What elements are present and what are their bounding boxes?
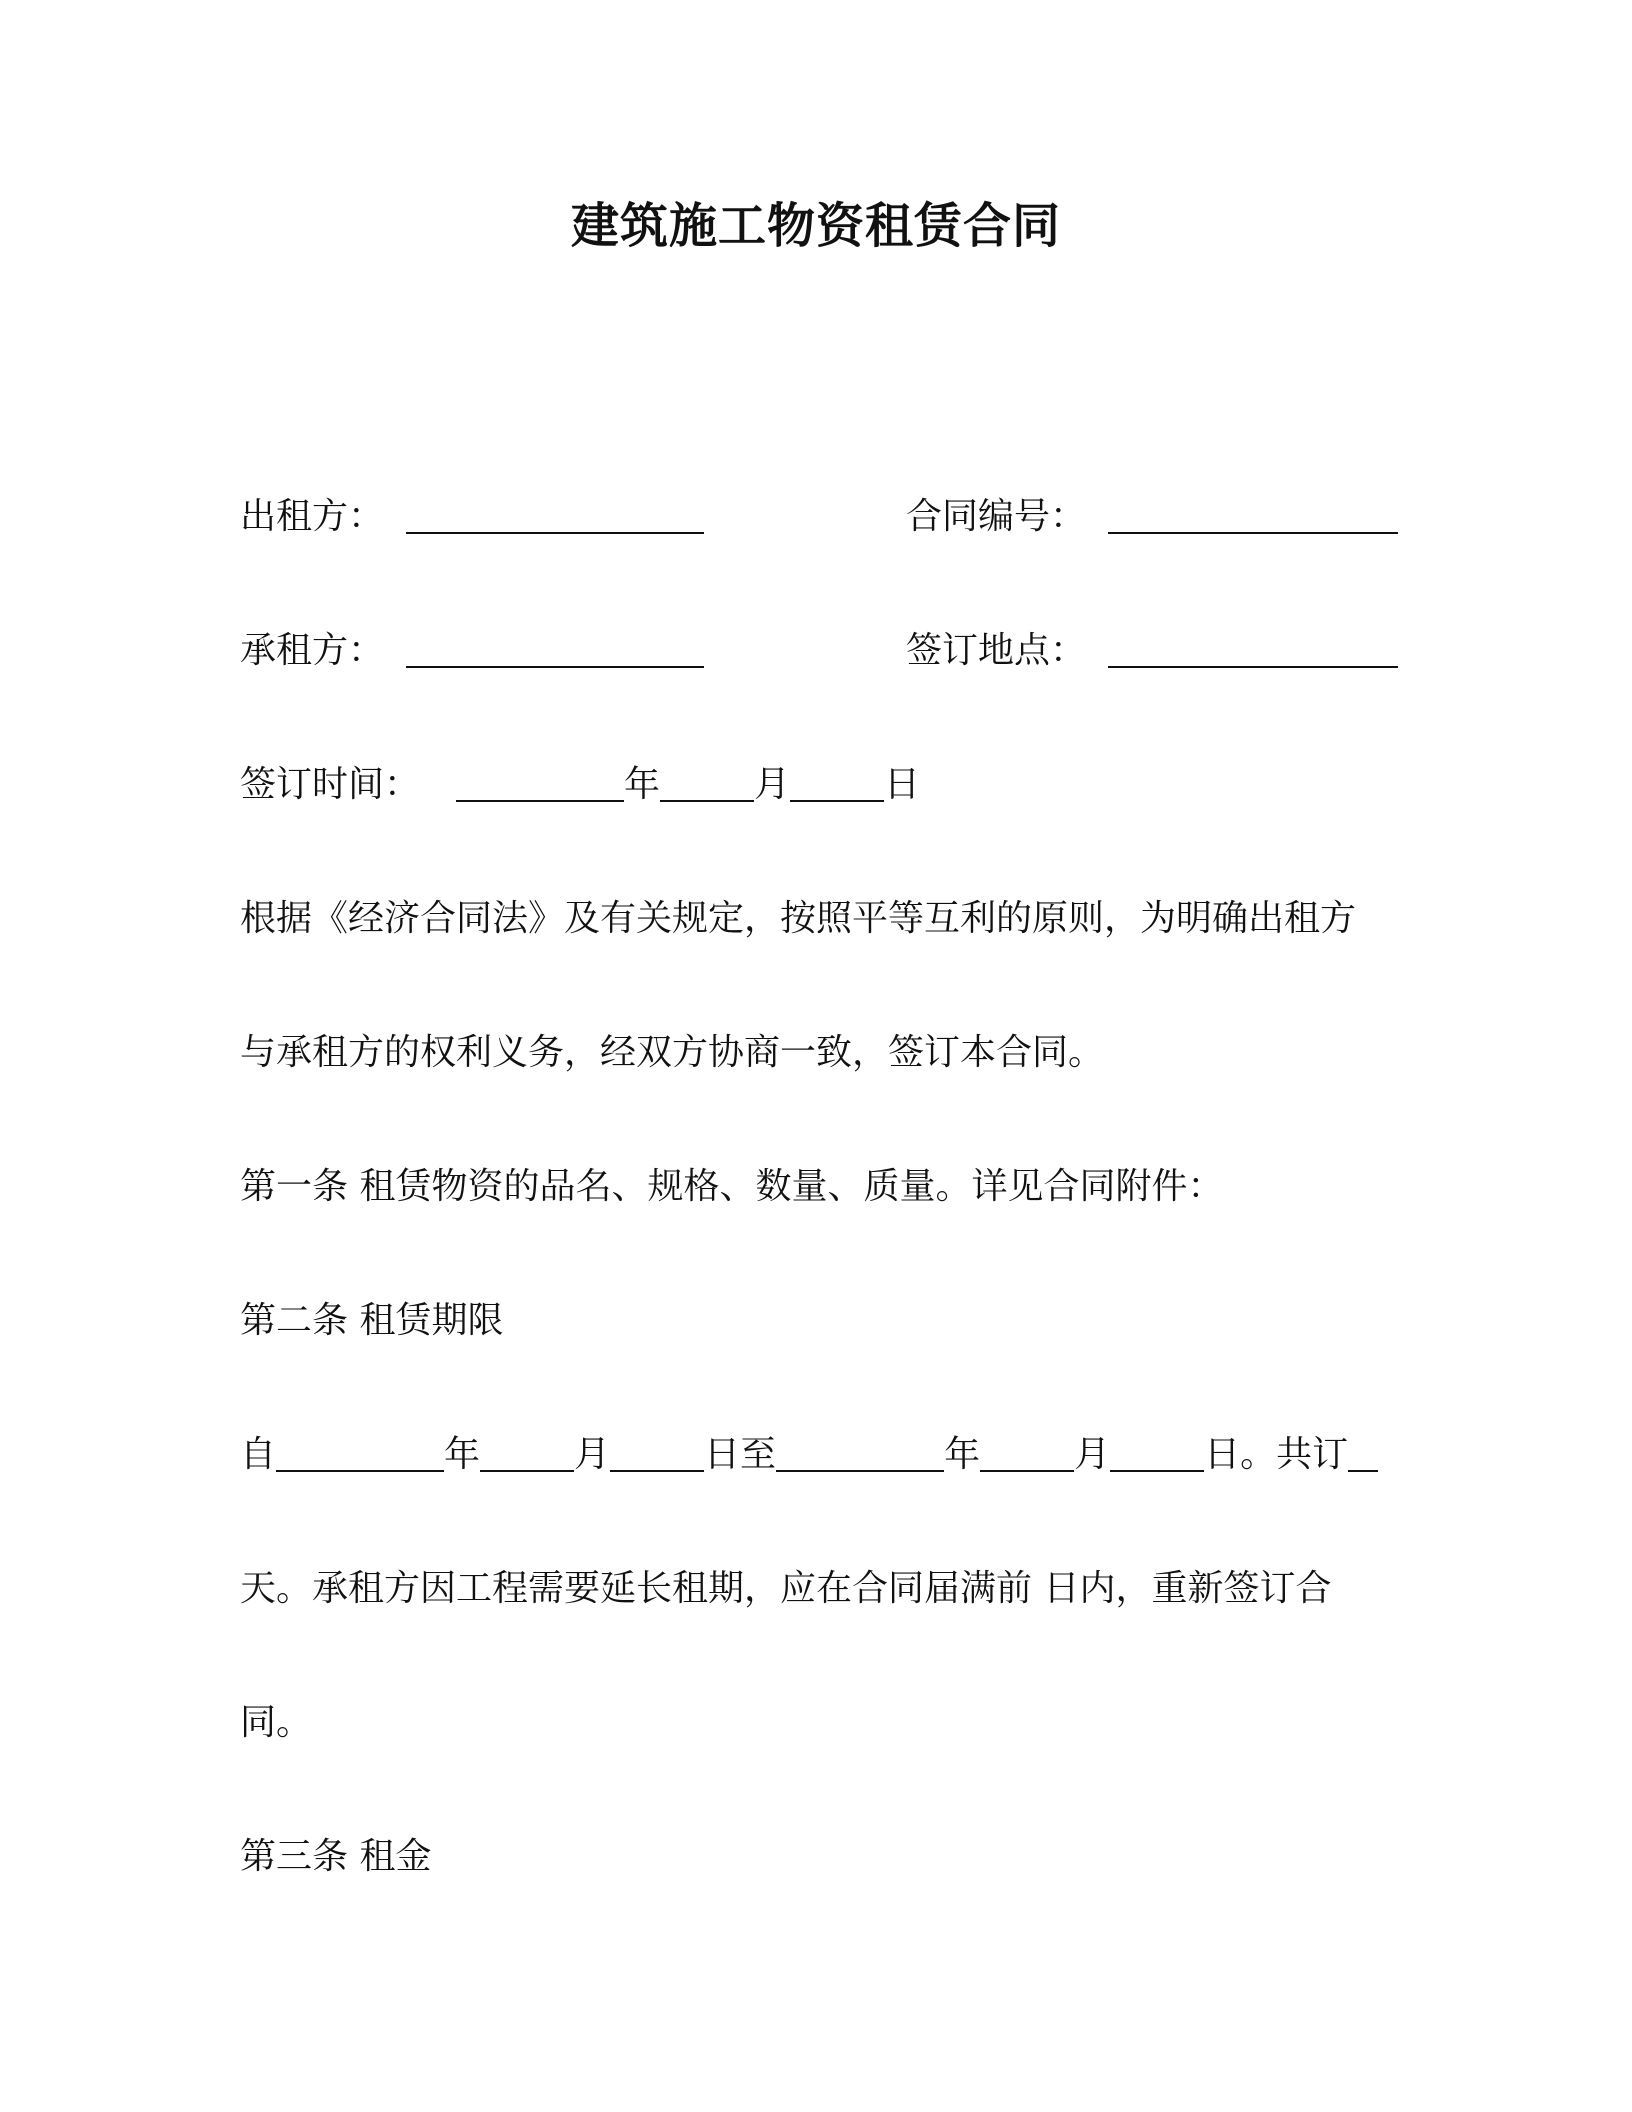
lessor-blank[interactable] <box>406 492 704 534</box>
start-year-label: 年 <box>444 1434 481 1475</box>
year-label: 年 <box>624 764 661 805</box>
start-day-to-label: 日至 <box>704 1434 777 1475</box>
sign-time-label: 签订时间： <box>240 764 421 805</box>
article-3-heading: 第三条 租金 <box>240 1836 432 1877</box>
sign-place-blank[interactable] <box>1108 626 1398 668</box>
start-year-blank[interactable] <box>276 1430 444 1472</box>
sign-time-row <box>240 760 920 810</box>
lease-term-line-2: 天。承租方因工程需要延长租期，应在合同届满前 日内，重新签订合 <box>240 1568 1332 1609</box>
total-days-blank[interactable] <box>1348 1430 1378 1472</box>
lessee-row <box>240 626 704 676</box>
day-label: 日 <box>884 764 921 805</box>
contract-no-row <box>906 492 1398 542</box>
intro-line-2: 与承租方的权利义务，经双方协商一致，签订本合同。 <box>240 1032 1105 1073</box>
end-year-blank[interactable] <box>776 1430 944 1472</box>
lessor-row <box>240 492 704 542</box>
end-day-blank[interactable] <box>1110 1430 1204 1472</box>
from-label: 自 <box>240 1434 277 1475</box>
month-label: 月 <box>754 764 791 805</box>
end-month-label: 月 <box>1074 1434 1111 1475</box>
lease-term-row <box>240 1430 1378 1480</box>
lessor-label: 出租方： <box>240 496 385 537</box>
start-month-label: 月 <box>574 1434 611 1475</box>
contract-no-label: 合同编号： <box>906 496 1087 537</box>
start-month-blank[interactable] <box>480 1430 574 1472</box>
end-year-label: 年 <box>944 1434 981 1475</box>
sign-day-blank[interactable] <box>790 760 884 802</box>
document-title: 建筑施工物资租赁合同 <box>570 198 1061 254</box>
total-label: 日。共订 <box>1204 1434 1349 1475</box>
lessee-blank[interactable] <box>406 626 704 668</box>
intro-line-1: 根据《经济合同法》及有关规定，按照平等互利的原则，为明确出租方 <box>240 898 1357 939</box>
sign-month-blank[interactable] <box>660 760 754 802</box>
lease-term-line-3: 同。 <box>240 1702 313 1743</box>
start-day-blank[interactable] <box>610 1430 704 1472</box>
contract-no-blank[interactable] <box>1108 492 1398 534</box>
sign-place-row <box>906 626 1398 676</box>
article-2-heading: 第二条 租赁期限 <box>240 1300 504 1341</box>
end-month-blank[interactable] <box>980 1430 1074 1472</box>
lessee-label: 承租方： <box>240 630 385 671</box>
sign-place-label: 签订地点： <box>906 630 1087 671</box>
article-1: 第一条 租赁物资的品名、规格、数量、质量。详见合同附件： <box>240 1166 1224 1207</box>
sign-year-blank[interactable] <box>456 760 624 802</box>
